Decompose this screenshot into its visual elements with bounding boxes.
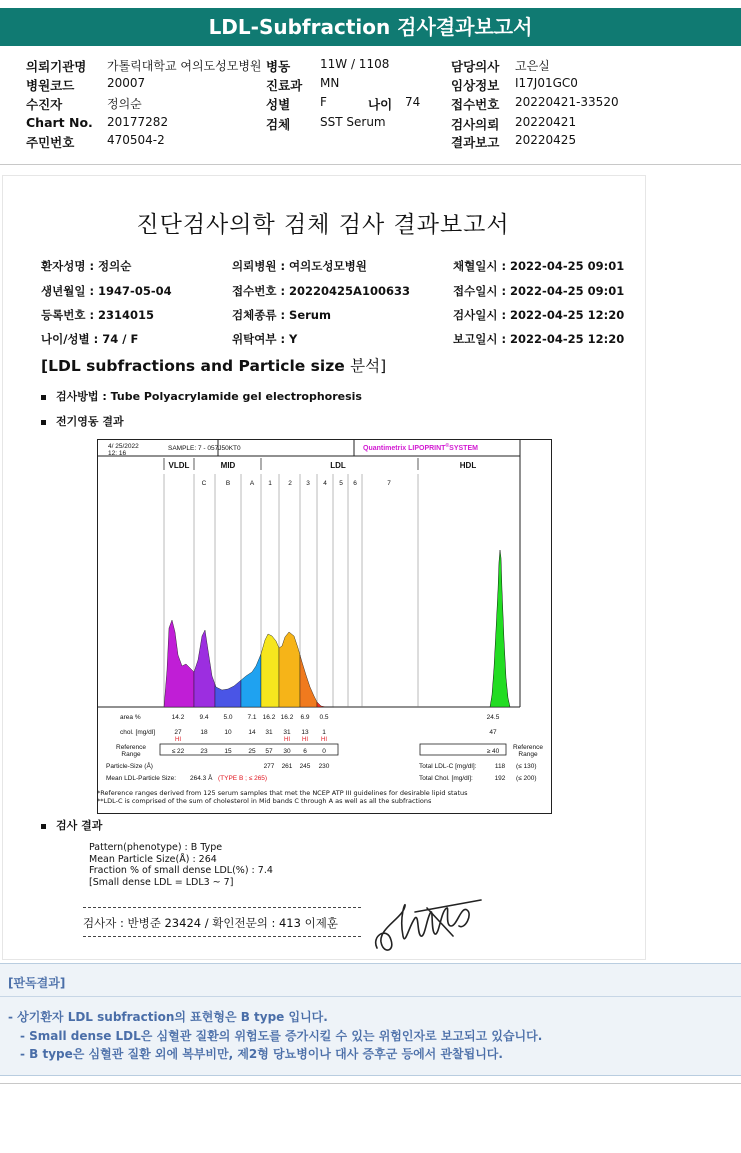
interpretation-line-2: - Small dense LDL은 심혈관 질환의 위험도를 증가시킬 수 있는 위험인자로 보고되고 있습니다. <box>20 1029 543 1043</box>
chart-ref-value-2: 15 <box>224 748 232 755</box>
chart-group-label-ldl: LDL <box>330 461 346 470</box>
chart-area-c <box>194 630 215 707</box>
result-line-1: Mean Particle Size(Å) : 264 <box>89 853 217 865</box>
chart-total-ldl-ref: (≤ 130) <box>516 763 537 770</box>
patient-value: 정의순 <box>107 97 142 111</box>
page-bottom-rule <box>0 1083 741 1084</box>
chart-band-label-1: 1 <box>268 480 272 487</box>
chart-area-value-5: 16.2 <box>280 714 294 721</box>
institution-value: 가톨릭대학교 여의도성모병원 <box>107 59 262 73</box>
chart-chol-value-7: 1 <box>322 729 326 736</box>
chart-area-value-1: 9.4 <box>199 714 209 721</box>
footnote-1: *Reference ranges derived from 125 serum samples that met the NCEP ATP III guidelines for desirable lipid status <box>97 789 468 797</box>
method-value: Tube Polyacrylamide gel electrophoresis <box>110 390 362 403</box>
pi-10: 위탁여부 : Y <box>232 332 298 346</box>
result-line-3: [Small dense LDL = LDL3 ~ 7] <box>89 876 234 888</box>
chart-band-label-B: B <box>225 480 231 487</box>
chart-chol-value-3: 14 <box>248 729 256 736</box>
electro-label: 전기영동 결과 <box>56 415 124 428</box>
dept-label: 진료과 <box>266 78 303 93</box>
chart-ref-label-2: Range <box>121 751 141 758</box>
examiner-line: 검사자 : 반병준 23424 / 확인전문의 : 413 이제훈 <box>83 916 338 930</box>
chart-area-value-7: 0.5 <box>319 714 329 721</box>
chart-ref-value-3: 25 <box>248 748 256 755</box>
chart-total-chol-ref: (≤ 200) <box>516 775 537 782</box>
chart-group-label-vldl: VLDL <box>168 461 190 470</box>
ward-label: 병동 <box>266 59 291 74</box>
chart-mean-type: (TYPE B ; ≤ 265) <box>218 775 268 782</box>
chart-ref-value-5: 30 <box>283 748 291 755</box>
receipt-label: 접수번호 <box>451 97 500 112</box>
chart-area-a <box>241 654 261 707</box>
hospital-code-label: 병원코드 <box>26 78 75 93</box>
interpretation-heading: [판독결과] <box>8 976 66 990</box>
chart-band-label-3: 3 <box>306 480 310 487</box>
chart-area-value-2: 5.0 <box>223 714 233 721</box>
result-lines <box>89 842 273 888</box>
bullet-icon <box>41 395 46 400</box>
electro-heading <box>41 413 124 429</box>
chart-chol-value-8: 47 <box>489 729 497 736</box>
chart-total-chol-label: Total Chol. [mg/dl]: <box>419 775 473 782</box>
chart-total-ldl-label: Total LDL-C [mg/dl]: <box>419 763 477 770</box>
result-line-0: Pattern(phenotype) : B Type <box>89 842 223 853</box>
chart-particle-label: Particle-Size (Å) <box>106 763 153 770</box>
section-heading <box>41 354 386 376</box>
chart-particle-value-0: 277 <box>263 763 275 770</box>
pi-9: 나이/성별 : 74 / F <box>41 332 139 346</box>
chart-ref-value-0: ≤ 22 <box>171 748 185 755</box>
chart-area-value-3: 7.1 <box>247 714 257 721</box>
chart-group-label-hdl: HDL <box>459 461 477 470</box>
signature-bottom-rule <box>83 936 361 937</box>
pi-8: 검사일시 : 2022-04-25 12:20 <box>453 308 625 322</box>
chart-mean-value: 264.3 Å <box>190 775 213 782</box>
report-date-label: 결과보고 <box>451 135 500 150</box>
chart-band-label-6: 6 <box>353 480 357 487</box>
chart-band-label-4: 4 <box>323 480 327 487</box>
doctor-label: 담당의사 <box>451 59 500 74</box>
chart-hi-flag-0: HI <box>175 737 181 743</box>
pi-11: 보고일시 : 2022-04-25 12:20 <box>453 332 625 346</box>
section-heading-en: [LDL subfractions and Particle size <box>41 357 351 375</box>
sex-value: F <box>320 95 327 109</box>
receipt-value: 20220421-33520 <box>515 95 619 109</box>
method-line: 검사방법 : Tube Polyacrylamide gel electrophoresis <box>41 388 362 404</box>
chart-ref-value-7: 0 <box>322 748 326 755</box>
chart-no-label: Chart No. <box>26 115 93 130</box>
pi-2: 채혈일시 : 2022-04-25 09:01 <box>453 259 625 273</box>
request-label: 검사의뢰 <box>451 117 500 132</box>
interpretation-panel <box>0 963 741 1076</box>
hospital-code-value: 20007 <box>107 76 146 90</box>
chart-area-value-8: 24.5 <box>486 714 500 721</box>
rrn-value: 470504-2 <box>107 133 165 147</box>
chart-ref-label-r1: Reference <box>513 744 543 751</box>
chart-area-ldl1 <box>261 634 279 707</box>
chart-group-label-mid: MID <box>220 461 236 470</box>
report-date-value: 20220425 <box>515 133 577 147</box>
chart-total-ldl-value: 118 <box>494 763 506 770</box>
report-title: LDL-Subfraction 검사결과보고서 <box>208 15 533 39</box>
bullet-icon <box>41 824 46 829</box>
interpretation-line-1: - 상기환자 LDL subfraction의 표현형은 B type 입니다. <box>8 1010 328 1024</box>
pi-5: 접수일시 : 2022-04-25 09:01 <box>453 284 625 298</box>
bullet-icon <box>41 420 46 425</box>
chart-chol-value-5: 31 <box>283 729 291 736</box>
chart-area-label: area % <box>120 714 141 721</box>
chart-chol-value-2: 10 <box>224 729 232 736</box>
clinical-label: 임상정보 <box>451 78 500 93</box>
chart-chol-value-1: 18 <box>200 729 208 736</box>
pi-0: 환자성명 : 정의순 <box>41 259 132 273</box>
method-label: 검사방법 <box>56 390 99 403</box>
chart-band-label-7: 7 <box>387 480 391 487</box>
dept-value: MN <box>320 76 340 90</box>
rrn-label: 주민번호 <box>26 135 75 150</box>
chart-sample: SAMPLE: 7 - 057J50KT0 <box>168 445 241 452</box>
chart-area-hdl <box>490 550 510 707</box>
clinical-value: I17J01GC0 <box>515 76 578 90</box>
pi-3: 생년월일 : 1947-05-04 <box>41 284 172 298</box>
chart-band-label-2: 2 <box>288 480 292 487</box>
chart-area-b <box>215 680 241 707</box>
result-heading <box>41 817 102 833</box>
chart-area-value-4: 16.2 <box>262 714 276 721</box>
chart-particle-value-1: 261 <box>281 763 293 770</box>
specimen-value: SST Serum <box>320 115 386 129</box>
interpretation-divider <box>0 996 741 997</box>
header-divider <box>0 164 741 165</box>
chart-area-ldl4 <box>317 702 333 707</box>
lipoprint-svg <box>98 440 552 814</box>
chart-system-name: Quantimetrix LIPOPRINT®SYSTEM <box>363 443 478 452</box>
section-heading-kr: 분석] <box>350 357 387 375</box>
chart-ref-value-8: ≥ 40 <box>486 748 500 755</box>
chart-hi-flag-1: HI <box>284 737 290 743</box>
chart-ref-value-1: 23 <box>200 748 208 755</box>
request-value: 20220421 <box>515 115 577 129</box>
age-label: 나이 <box>368 97 393 112</box>
chart-band-label-5: 5 <box>339 480 343 487</box>
chart-chol-value-4: 31 <box>265 729 273 736</box>
result-label: 검사 결과 <box>56 819 103 832</box>
pi-4: 접수번호 : 20220425A100633 <box>232 284 410 298</box>
chart-ref-value-4: 57 <box>265 748 273 755</box>
chart-particle-value-3: 230 <box>318 763 330 770</box>
chart-band-label-A: A <box>249 480 255 487</box>
lipoprint-chart <box>97 439 552 814</box>
signature-image <box>369 896 487 956</box>
chart-ref-label-r2: Range <box>518 751 538 758</box>
chart-chol-value-0: 27 <box>174 729 182 736</box>
doctor-value: 고은실 <box>515 59 550 73</box>
signature-top-rule <box>83 907 361 908</box>
chart-area-vldl <box>164 620 194 707</box>
chart-area-ldl3 <box>300 655 317 707</box>
pi-1: 의뢰병원 : 여의도성모병원 <box>232 259 367 273</box>
chart-particle-value-2: 245 <box>299 763 311 770</box>
chart-hi-flag-2: HI <box>302 737 308 743</box>
footnote-2: **LDL-C is comprised of the sum of cholesterol in Mid bands C through A as well as all the subfractions <box>97 797 432 805</box>
chart-ref-label-1: Reference <box>116 744 146 751</box>
report-document <box>2 175 646 960</box>
sex-label: 성별 <box>266 97 291 112</box>
chart-ref-value-6: 6 <box>303 748 307 755</box>
chart-chol-label: chol. [mg/dl] <box>120 729 156 736</box>
age-value: 74 <box>405 95 421 109</box>
chart-time: 12: 16 <box>108 450 127 457</box>
report-heading: 진단검사의학 검체 검사 결과보고서 <box>136 212 510 238</box>
chart-no-value: 20177282 <box>107 115 169 129</box>
chart-area-value-6: 6.9 <box>300 714 310 721</box>
pi-6: 등록번호 : 2314015 <box>41 308 155 322</box>
ward-value: 11W / 1108 <box>320 57 390 71</box>
chart-mean-label: Mean LDL-Particle Size: <box>106 775 177 782</box>
interpretation-line-3: - B type은 심혈관 질환 외에 복부비만, 제2형 당뇨병이나 대사 증후군 등에서 관찰됩니다. <box>20 1047 503 1061</box>
chart-hi-flag-3: HI <box>321 737 327 743</box>
pi-7: 검체종류 : Serum <box>232 308 331 322</box>
chart-chol-value-6: 13 <box>301 729 309 736</box>
institution-label: 의뢰기관명 <box>26 59 87 74</box>
chart-area-value-0: 14.2 <box>171 714 185 721</box>
header-info <box>0 52 741 162</box>
chart-date: 4/ 25/2022 <box>108 443 139 450</box>
chart-band-label-C: C <box>201 480 207 487</box>
patient-label: 수진자 <box>26 97 63 112</box>
chart-total-chol-value: 192 <box>494 775 506 782</box>
chart-area-ldl2 <box>279 632 300 707</box>
report-title-bar <box>0 8 741 46</box>
result-line-2: Fraction % of small dense LDL(%) : 7.4 <box>89 865 273 876</box>
specimen-label: 검체 <box>266 117 291 132</box>
